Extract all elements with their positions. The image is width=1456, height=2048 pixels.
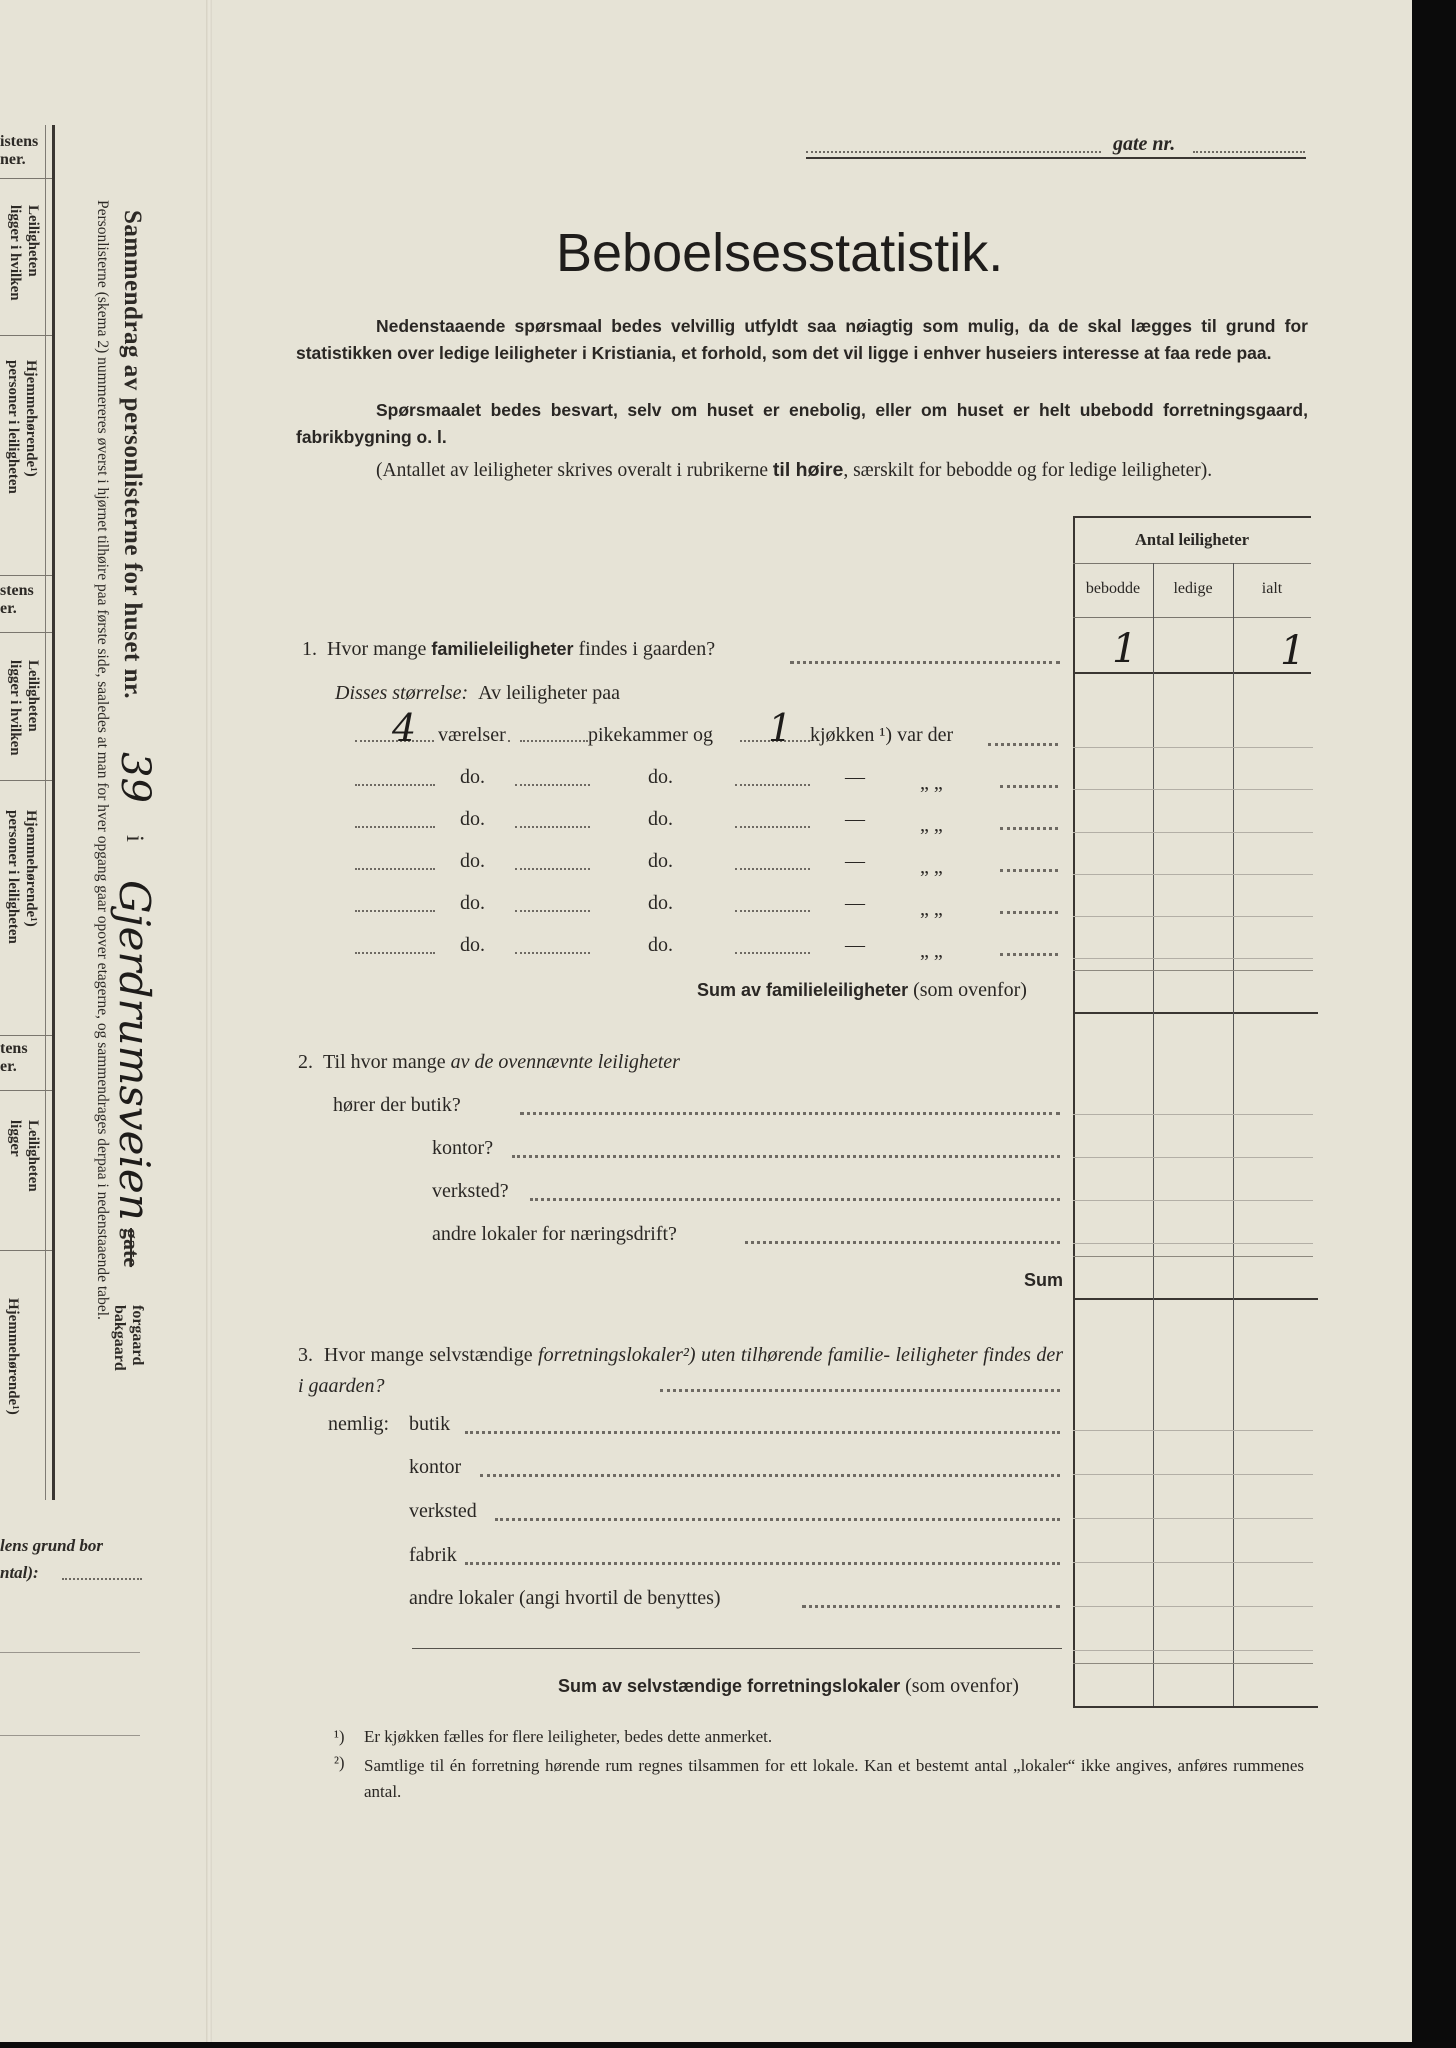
left-panel-title: Sammendrag av personlisterne for huset nr. <box>119 210 146 700</box>
side-col-leiligheten-1: Leiligheten ligger i hvilken <box>7 205 41 301</box>
q2-item-butik: hører der butik? <box>333 1094 461 1116</box>
answer-q1-ialt: 1 <box>1280 628 1306 674</box>
q2-item-andre: andre lokaler for næringsdrift? <box>432 1223 677 1245</box>
side-strip-border <box>52 125 55 1500</box>
left-panel-i: i <box>121 835 148 842</box>
pikekammer-label: pikekammer og <box>588 724 713 746</box>
col-ialt: ialt <box>1261 580 1283 597</box>
forgaard-label: forgaard <box>129 1305 146 1366</box>
q3-sum: Sum av selvstændige forretningslokaler (som ovenfor) <box>558 1675 1019 1697</box>
intro-paragraph-2: Spørsmaalet bedes besvart, selv om huset er enebolig, eller om huset er helt ubebodd forretningsgaard, fabrikbygning o. l. <box>296 400 1308 447</box>
bakgaard-label: bakgaard <box>111 1305 128 1371</box>
intro-paragraph-3: (Antallet av leiligheter skrives overalt i rubrikerne til høire, særskilt for bebodde og for ledige leiligheter). <box>376 459 1213 481</box>
intro-paragraph-1: Nedenstaaende spørsmaal bedes velvillig utfyldt saa nøiagtig som mulig, da de skal lægges til grund for statistikken over ledige leiligheter i Kristiania, et forhold, som det vil ligge i enhver huseiers interesse at faa rede paa. <box>296 316 1308 363</box>
side-header-1: istens ner. <box>0 133 39 168</box>
side-col-leiligheten-3: Leiligheten ligger <box>7 1120 41 1192</box>
house-number-handwritten: 39 <box>112 752 158 803</box>
gate-nr-field <box>1193 151 1305 153</box>
table-header: Antal leiligheter <box>1134 530 1250 549</box>
col-bebodde: bebodde <box>1085 580 1141 597</box>
page-fold <box>206 0 212 2042</box>
q3-item-fabrik: fabrik <box>409 1544 457 1566</box>
kjokken-label: kjøkken ¹) var der <box>810 724 954 746</box>
street-handwritten: Gjerdrumsveien <box>110 880 159 1221</box>
footnote-2: Samtlige til én forretning hørende rum regnes tilsammen for ett lokale. Kan et bestemt antal „lokaler“ ikke angives, anføres rummenes antal. <box>364 1756 1304 1801</box>
q3-item-butik: butik <box>409 1413 451 1435</box>
side-header-2: stens er. <box>0 582 34 617</box>
side-bottom-text: lens grund bor ntal): <box>0 1536 103 1582</box>
form-page: istens ner. stens er. tens er. Leiligheten ligger i hvilken Hjemmehørende¹) personer i leiligheten Leiligheten ligger i hvilken Hjemmehørende¹) personer i leiligheten Leiligheten ligger Hjemmehørende¹) lens grund bor ntal): Sammendrag av personlisterne for huset nr. 39 i Gjerdrumsveien gate forgaard bakgaard Personlisterne (skema 2) nummereres øverst i hjørnet tilhøire paa første side, saaledes at man for hver opgang gaar opover etagerne, og sammendrages derpaa i nedenstaaende tabel. gate nr. Beboelsesstatistik. Nedenstaaende spørsmaal bedes velvillig utfyldt saa nøiagtig som mulig, da de skal lægges til grund for statistikken over ledige leiligheter i Kristiania, et forhold, som det vil ligge i enhver huseiers interesse at faa rede paa. Spørsmaalet bedes besvart, selv om huset er enebolig, eller om huset er helt ubebodd forretningsgaard, fabrikbygning o. l. (Antallet av leiligheter skrives overalt i rubrikerne til høire, særskilt for bebodde og for ledige leiligheter). Antal leiligheter bebodde ledige ialt 1 1 1. Hvor mange familieleiligheter findes i gaarden? Disses størrelse: Av leiligheter paa 4 værelser pikekammer og 1 kjøkken ¹) var der do. do. — „ „ do. do. — „ „ do. do. — „ „ do. do. — „ „ do. do. — „ „ Sum av familieleiligheter (som ovenfor) 2. Til hvor mange av de ovennævnte leiligheter hører der butik? kontor? verksted? andre lokaler for næringsdrift? Sum 3. Hvor mange selvstændige forretningslokaler²) uten tilhørende familie- leiligheter findes der i gaarden? nemlig: butik kontor verksted fabrik andre lokaler (angi hvortil de benyttes) Sum av selvstændige forretningslokaler (som ovenfor) ¹) Er kjøkken fælles for flere leiligheter, bedes dette anmerket. ²) Samtlige til én forretning hørende rum regnes tilsammen for ett lokale. Kan et bestemt antal „lokaler“ ikke angives, anføres rummenes antal. <box>0 0 1412 2042</box>
page-title: Beboelsesstatistik. <box>556 223 1004 283</box>
answer-q1-bebodde: 1 <box>1112 626 1138 672</box>
side-col-leiligheten-2: Leiligheten ligger i hvilken <box>7 660 41 756</box>
q2-item-kontor: kontor? <box>432 1137 494 1159</box>
street-name-field <box>806 151 1101 153</box>
q1-text: 1. Hvor mange familieleiligheter findes i gaarden? <box>302 638 716 660</box>
kjokken-handwritten: 1 <box>768 706 793 750</box>
side-col-hjemmehorende-3: Hjemmehørende¹) <box>5 1298 21 1415</box>
footnote-2-mark: ²) <box>334 1753 345 1772</box>
q2-text: 2. Til hvor mange av de ovennævnte leiligheter <box>298 1051 680 1073</box>
left-panel-instruction: Personlisterne (skema 2) nummereres øverst i hjørnet tilhøire paa første side, saaledes at man for hver opgang gaar opover etagerne, og sammendrages derpaa i nedenstaaende tabel. <box>94 200 111 1320</box>
q2-sum: Sum <box>1024 1270 1064 1290</box>
footnote-1-mark: ¹) <box>334 1727 345 1746</box>
col-ledige: ledige <box>1173 580 1213 597</box>
side-col-hjemmehorende-1: Hjemmehørende¹) personer i leiligheten <box>5 360 39 494</box>
q1-sum: Sum av familieleiligheter (som ovenfor) <box>697 979 1027 1001</box>
q2-item-verksted: verksted? <box>432 1180 509 1202</box>
rooms-handwritten: 4 <box>392 706 417 750</box>
q3-text: 3. Hvor mange selvstændige forretningslokaler²) uten tilhørende familie- leiligheter findes der i gaarden? <box>298 1344 1064 1397</box>
footnote-1: Er kjøkken fælles for flere leiligheter, bedes dette anmerket. <box>364 1727 773 1746</box>
side-header-3: tens er. <box>0 1040 28 1075</box>
gate-struck: gate <box>119 1228 144 1268</box>
side-col-hjemmehorende-2: Hjemmehørende¹) personer i leiligheten <box>5 810 39 944</box>
vaerelser-label: værelser <box>438 724 506 746</box>
q3-nemlig: nemlig: <box>328 1413 390 1435</box>
q1-size-label: Disses størrelse: Av leiligheter paa <box>335 682 620 704</box>
gate-nr-label: gate nr. <box>1113 133 1176 155</box>
q3-item-verksted: verksted <box>409 1500 477 1522</box>
q3-item-andre: andre lokaler (angi hvortil de benyttes) <box>409 1587 721 1609</box>
q3-item-kontor: kontor <box>409 1456 462 1478</box>
